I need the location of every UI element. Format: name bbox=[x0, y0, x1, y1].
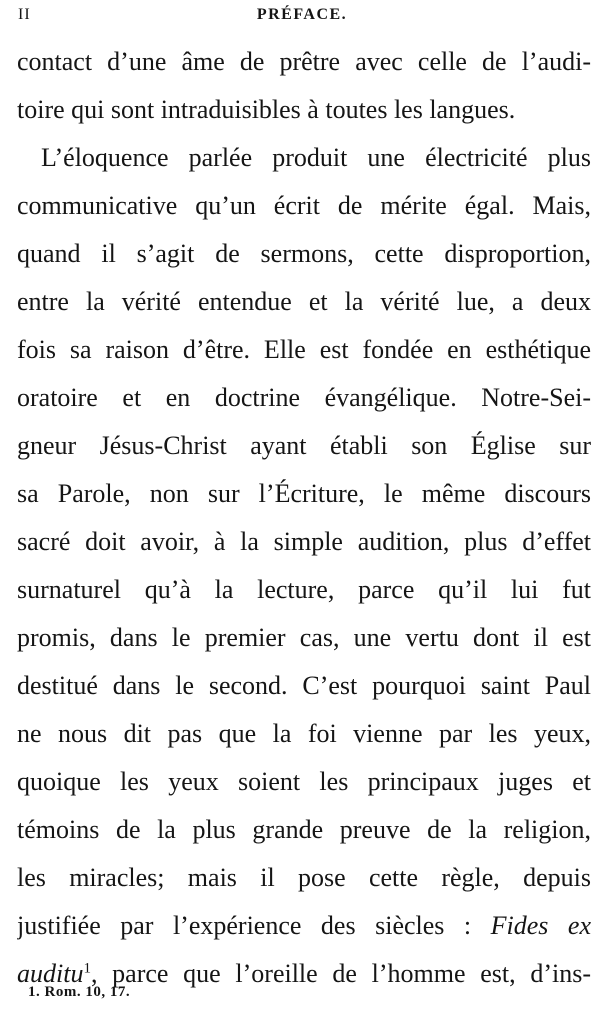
paragraph-first-line: L’éloquence parlée produit une électricité plus bbox=[41, 143, 591, 172]
text-line: ne nous dit pas que la foi vienne par les yeux, bbox=[17, 719, 591, 748]
latin-quote: Fides ex bbox=[490, 911, 591, 940]
text-line: gneur Jésus-Christ ayant établi son Église sur bbox=[17, 431, 591, 460]
text-line: contact d’une âme de prêtre avec celle de l’audi- bbox=[17, 47, 591, 76]
text-segment: justifiée par l’expérience des siècles : bbox=[17, 911, 491, 940]
text-line: quoique les yeux soient les principaux juges et bbox=[17, 767, 591, 796]
text-line: oratoire et en doctrine évangélique. Notre-Sei- bbox=[17, 383, 591, 412]
text-line: toire qui sont intraduisibles à toutes les langues. bbox=[17, 95, 516, 124]
page-header bbox=[0, 6, 604, 32]
text-line: sacré doit avoir, à la simple audition, plus d’effet bbox=[17, 527, 591, 556]
text-line: fois sa raison d’être. Elle est fondée en esthétique bbox=[17, 335, 591, 364]
footnote: 1. Rom. 10, 17. bbox=[28, 984, 131, 1000]
page-number: II bbox=[18, 6, 31, 23]
latin-quote: auditu bbox=[17, 959, 84, 988]
text-line bbox=[17, 902, 591, 950]
text-line: surnaturel qu’à la lecture, parce qu’il lui fut bbox=[17, 575, 591, 604]
text-line: sa Parole, non sur l’Écriture, le même discours bbox=[17, 479, 591, 508]
body-text bbox=[17, 38, 591, 998]
text-line: quand il s’agit de sermons, cette disproportion, bbox=[17, 239, 591, 268]
text-line: entre la vérité entendue et la vérité lue, a deux bbox=[17, 287, 591, 316]
running-title: PRÉFACE. bbox=[256, 6, 348, 23]
text-line: destitué dans le second. C’est pourquoi saint Paul bbox=[17, 671, 591, 700]
text-line: les miracles; mais il pose cette règle, depuis bbox=[17, 863, 591, 892]
footnote-reference: 1 bbox=[83, 960, 91, 977]
text-line: témoins de la plus grande preuve de la religion, bbox=[17, 815, 591, 844]
text-line: communicative qu’un écrit de mérite égal. Mais, bbox=[17, 191, 591, 220]
text-line: promis, dans le premier cas, une vertu dont il est bbox=[17, 623, 591, 652]
text-segment: , parce que l’oreille de l’homme est, d’ins- bbox=[90, 959, 591, 988]
